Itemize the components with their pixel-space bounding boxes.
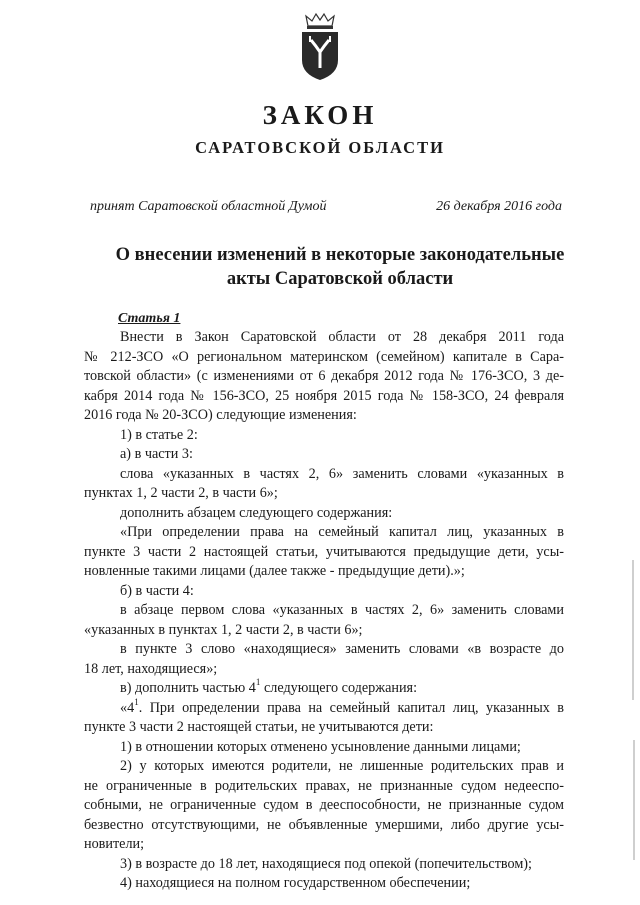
line-text: «4: [120, 699, 135, 716]
adoption-date: 26 декабря 2016 года: [436, 199, 562, 214]
body-line: «При определении права на семейный капитал лиц, указанных в: [120, 524, 564, 540]
body-line: 18 лет, находящиеся»;: [84, 660, 218, 677]
body-line: пункте 3 части 2 настоящей статьи, не учитываются дети:: [84, 719, 434, 735]
document-heading: [60, 243, 620, 291]
saratov-coat-of-arms-icon: [298, 12, 342, 82]
law-title: ЗАКОН: [262, 100, 378, 130]
body-line: безвестно отсутствующими, не объявленные умершими, либо другие усы-: [84, 816, 564, 833]
scan-edge-mark: [633, 740, 635, 860]
document-body: [84, 328, 564, 894]
line-text: . При определении права на семейный капитал лиц, указанных в: [138, 699, 564, 716]
body-line: товской области» (с изменениями от 6 декабря 2012 года № 176-ЗСО, 3 де-: [84, 368, 564, 384]
body-line: № 212-ЗСО «О региональном материнском (семейном) капитале в Сара-: [84, 348, 564, 365]
body-line: б) в части 4:: [120, 582, 194, 599]
body-line: [84, 696, 564, 719]
body-line: пункте 3 части 2 настоящей статьи, учитываются предыдущие дети, усы-: [84, 543, 564, 560]
line-text: в) дополнить частью 4: [120, 680, 256, 696]
body-line: в абзаце первом слова «указанных в частях 2, 6» заменить словами: [120, 602, 564, 618]
heading-line: О внесении изменений в некоторые законодательные: [115, 245, 565, 265]
body-line: а) в части 3:: [120, 446, 193, 462]
body-line: 2) у которых имеются родители, не лишенные родительских прав и: [120, 758, 564, 774]
body-line: 4) находящиеся на полном государственном обеспечении;: [120, 875, 471, 891]
body-line: пунктах 1, 2 части 2, в части 6»;: [84, 485, 278, 501]
body-line: «указанных в пунктах 1, 2 части 2, в части 6»;: [84, 621, 363, 638]
article-title: Статья 1: [118, 311, 181, 326]
line-text: следующего содержания:: [260, 680, 418, 696]
body-line: кабря 2014 года № 156-ЗСО, 25 ноября 2015 года № 158-ЗСО, 24 февраля: [84, 387, 564, 404]
body-line: не ограниченные в родительских правах, не признанные судом недееспо-: [84, 777, 564, 794]
superscript: 1: [255, 677, 261, 688]
body-line: собными, не ограниченные судом в дееспособности, не признанные судом: [84, 797, 564, 813]
body-line: слова «указанных в частях 2, 6» заменить словами «указанных в: [120, 465, 564, 482]
body-line: дополнить абзацем следующего содержания:: [120, 504, 393, 521]
body-line: 1) в отношении которых отменено усыновление данными лицами;: [120, 738, 521, 755]
body-line: Внести в Закон Саратовской области от 28 декабря 2011 года: [120, 329, 564, 345]
body-line: новленные такими лицами (далее также - предыдущие дети).»;: [84, 563, 465, 579]
body-line: 3) в возрасте до 18 лет, находящиеся под опекой (попечительством);: [120, 855, 532, 872]
adopted-by: принят Саратовской областной Думой: [90, 199, 327, 214]
superscript: 1: [134, 696, 139, 707]
heading-line: акты Саратовской области: [226, 269, 454, 289]
body-line: 1) в статье 2:: [120, 426, 198, 443]
region-subtitle: САРАТОВСКОЙ ОБЛАСТИ: [195, 138, 445, 157]
body-line: [84, 679, 564, 699]
body-line: в пункте 3 слово «находящиеся» заменить словами «в возрасте до: [120, 641, 564, 657]
body-line: 2016 года № 20-ЗСО) следующие изменения:: [84, 407, 357, 423]
scan-edge-mark: [632, 560, 634, 700]
body-line: новители;: [84, 836, 145, 852]
